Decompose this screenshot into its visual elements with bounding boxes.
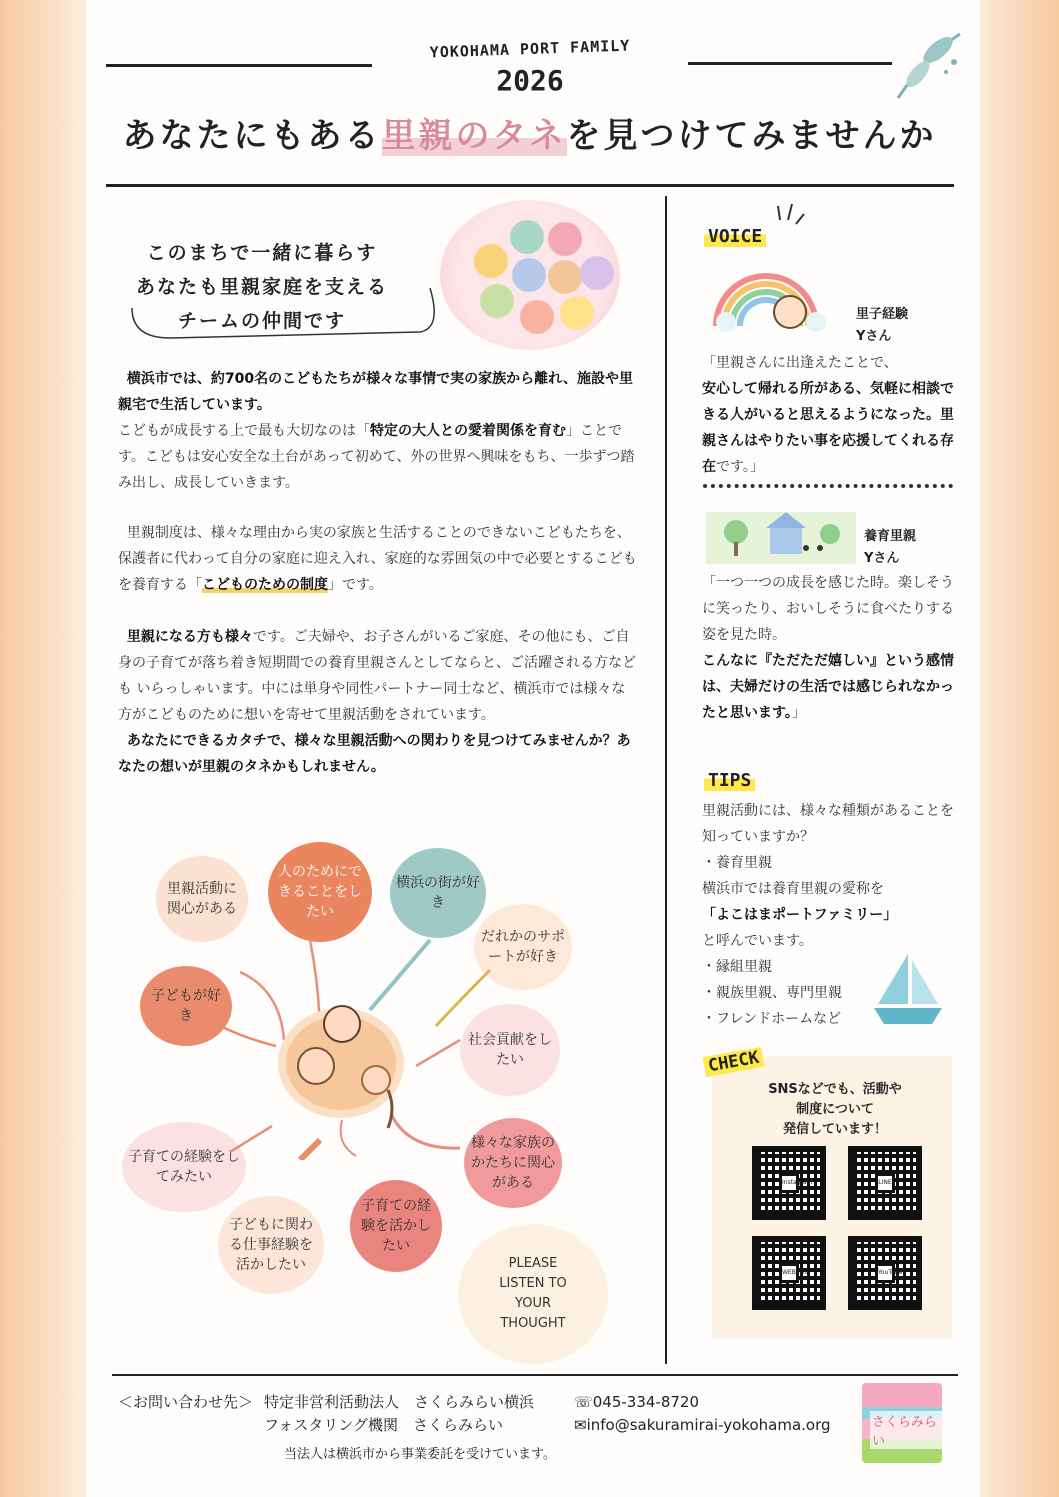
issue-year: 2026: [496, 64, 564, 97]
masthead: YOKOHAMA PORT FAMILY: [429, 36, 631, 62]
catch-line-2: あなたも里親家庭を支える: [135, 276, 388, 298]
family-faces-icon: [292, 1004, 402, 1134]
seed-circle-help-people: 人のためにできることをしたい: [268, 842, 372, 942]
child-face: [512, 258, 546, 292]
sakuramirai-logo: さくらみらい: [862, 1383, 942, 1463]
seed-circle-parenting-use: 子育ての経験を活かしたい: [350, 1180, 442, 1272]
seed-circle-work-experience: 子どもに関わる仕事経験を活かしたい: [218, 1196, 324, 1294]
footer-note: 当法人は横浜市から事業委託を受けています。: [284, 1447, 556, 1462]
title-pre: あなたにもある: [122, 116, 382, 156]
intro-paragraph-3: 里親になる方も様々です。ご夫婦や、お子さんがいるご家庭、その他にも、ご自身の子育てが落ち着き短期間での養育里親さんとしてならと、ご活躍される方なども いらっしゃいます。中には単身や同性パートナー同士など、横浜市では様々な方がこどものために想いを寄せて里親活動をされています。 あなたにできるカタチで、様々な里親活動への関わりを見つけてみませんか？あなたの想いが里親のタネかもしれません。: [118, 629, 636, 775]
seed-circle-yokohama: 横浜の街が好き: [390, 848, 486, 938]
seed-circle-listen: PLEASE LISTEN TO YOUR THOUGHT: [458, 1224, 608, 1364]
voice1-speaker: 里子経験 Yさん: [856, 307, 909, 344]
seed-circle-support: だれかのサポートが好き: [474, 904, 572, 990]
phone-number[interactable]: ☏045-334-8720: [574, 1393, 700, 1411]
header-rule-left: [106, 64, 372, 67]
website-icon: WEBSITE: [779, 1263, 799, 1283]
voice2-text: 「一つ一つの成長を感じた時。楽しそうに笑ったり、おいしそうに食べたりする姿を見た時。 こんなに『ただただ嬉しい』という感情は、夫婦だけの生活では感じられなかったと思います。」: [702, 575, 954, 721]
child-face: [480, 284, 514, 318]
catch-line-3: チームの仲間です: [177, 310, 346, 332]
child-face: [520, 300, 554, 334]
qr-youtube[interactable]: [848, 1236, 922, 1310]
voice-divider: [703, 484, 953, 488]
leaf-decoration-icon: [888, 28, 968, 108]
child-face: [474, 244, 508, 278]
tips-text: 里親活動には、様々な種類があることを知っていますか？ ・養育里親 横浜市では養育里親の愛称を 「よこはまポートファミリー」 と呼んでいます。 ・縁組里親 ・親族里親、専門里親 ・フレンドホームなど: [702, 803, 954, 1027]
seed-circle-interest: 里親活動に関心がある: [156, 856, 248, 942]
child-face: [510, 220, 544, 254]
footer-rule: [112, 1374, 958, 1376]
line-icon: LINE: [875, 1173, 895, 1193]
voice2-speaker: 養育里親 Yさん: [864, 529, 917, 566]
child-face: [580, 256, 614, 290]
seed-circle-children: 子どもが好き: [140, 966, 232, 1046]
children-illustration: [440, 200, 620, 350]
voice-label: VOICE: [704, 226, 766, 247]
family-walk-illustration: [706, 508, 856, 568]
title-highlight: 里親のタネ: [381, 116, 567, 156]
seed-circle-family-forms: 様々な家族のかたちに関心がある: [464, 1118, 562, 1208]
catch-line-1: このまちで一緒に暮らす: [146, 242, 378, 264]
child-face: [548, 222, 582, 256]
intro-paragraph-1: 横浜市では、約700名のこどもたちが様々な事情で実の家族から離れ、施設や里親宅で生活しています。 こどもが成長する上で最も大切なのは「特定の大人との愛着関係を育む」ことです。こどもは安心安全な土台があって初めて、外の世界へ興味をもち、一歩ずつ踏み出し、成長していきます。: [118, 371, 635, 491]
seed-circle-parenting-try: 子育ての経験をしてみたい: [122, 1122, 246, 1212]
title-post: を見つけてみませんか: [566, 116, 937, 156]
instagram-icon: Instagram: [779, 1173, 799, 1193]
qr-instagram[interactable]: [752, 1146, 826, 1220]
seed-circle-social: 社会貢献をしたい: [460, 1004, 560, 1096]
voice1-text: 「里親さんに出逢えたことで、 安心して帰れる所がある、気軽に相談できる人がいると思えるようになった。里親さんはやりたい事を応援してくれる存在です。」: [702, 355, 954, 475]
tips-label: TIPS: [704, 770, 755, 791]
youtube-icon: YouTube: [875, 1263, 895, 1283]
rainbow-child-illustration: [706, 256, 836, 336]
column-divider: [665, 196, 667, 1364]
title-rule: [106, 184, 954, 187]
check-label: CHECK: [703, 1047, 765, 1077]
qr-line[interactable]: [848, 1146, 922, 1220]
check-text: SNSなどでも、活動や 制度について 発信しています！: [768, 1082, 902, 1137]
header-rule-right: [688, 62, 892, 65]
emphasis-marks-icon: [776, 200, 806, 230]
intro-paragraph-2: 里親制度は、様々な理由から実の家族と生活することのできないこどもたちを、保護者に代わって自分の家庭に迎え入れ、家庭的な雰囲気の中で必要とするこどもを養育する「こどものための制度」です。: [118, 525, 637, 593]
email-link[interactable]: ✉info@sakuramirai-yokohama.org: [574, 1416, 831, 1434]
page-title: [0, 108, 1059, 157]
qr-website[interactable]: [752, 1236, 826, 1310]
org-name-2: フォスタリング機関 さくらみらい: [264, 1416, 503, 1434]
contact-label: ＜お問い合わせ先＞: [118, 1393, 254, 1411]
child-face: [560, 296, 594, 330]
child-face: [548, 260, 582, 294]
speech-line-decoration: [130, 268, 450, 348]
org-name-1: 特定非営利活動法人 さくらみらい横浜: [264, 1393, 535, 1411]
sailboat-icon: [870, 950, 946, 1030]
